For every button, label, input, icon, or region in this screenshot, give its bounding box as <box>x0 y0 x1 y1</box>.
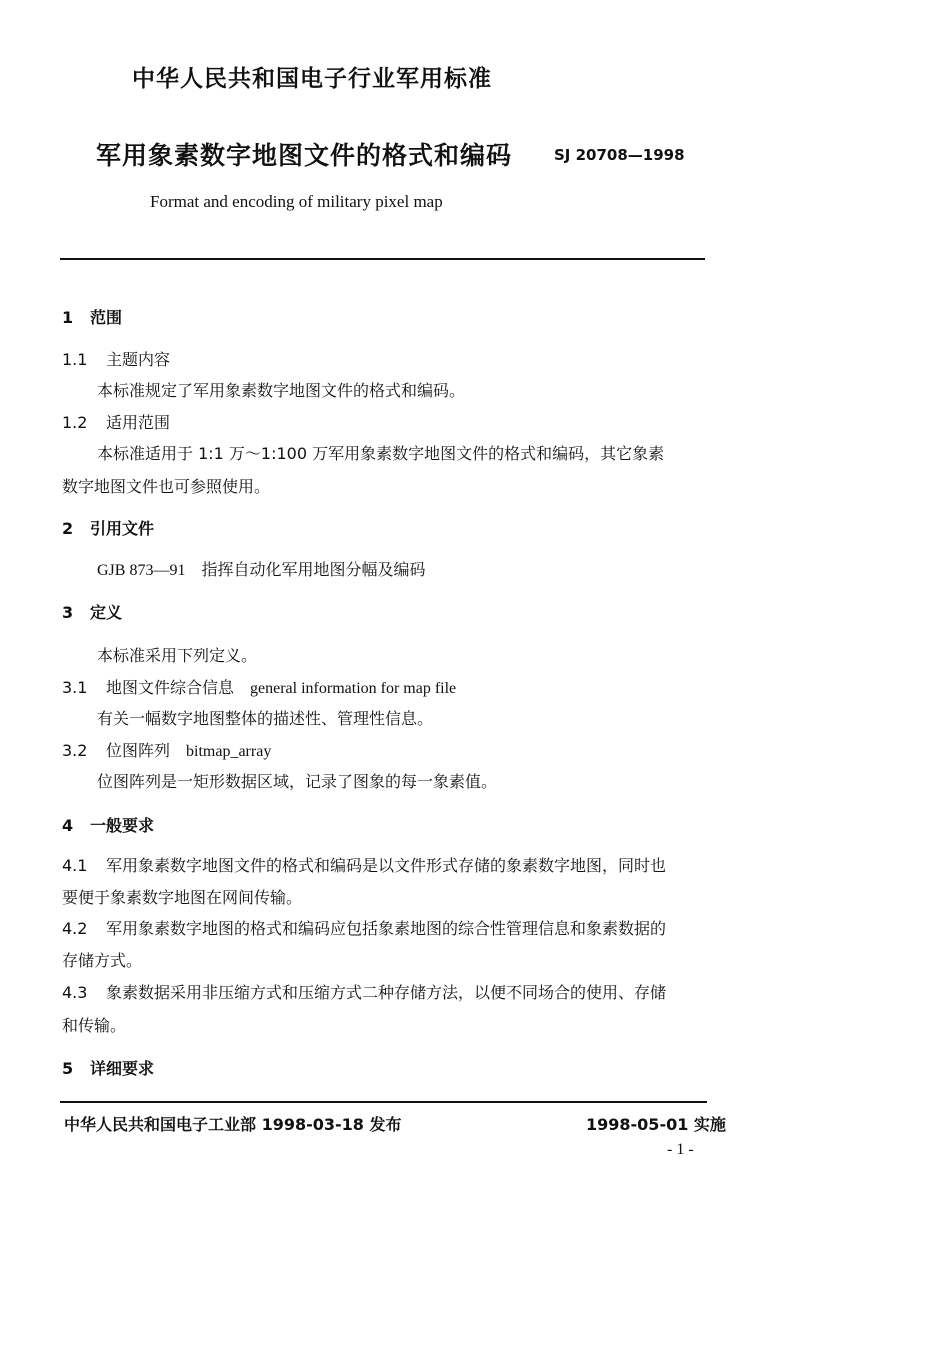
section-number: 4.1 <box>62 856 88 875</box>
section-1-2-heading <box>62 410 170 433</box>
section-3-heading <box>62 600 122 623</box>
section-number: 4 <box>62 816 74 835</box>
section-1-1-text: 本标准规定了军用象素数字地图文件的格式和编码。 <box>97 381 466 400</box>
section-title: 主题内容 <box>106 350 171 369</box>
english-title: Format and encoding of military pixel map <box>150 192 443 211</box>
section-title: 范围 <box>90 308 123 327</box>
section-number: 4.3 <box>62 983 88 1002</box>
section-4-3-line1 <box>62 980 666 1003</box>
section-4-3-line2: 和传输。 <box>62 1016 127 1035</box>
reference-code: GJB 873—91 <box>97 562 186 579</box>
header-divider <box>60 258 705 260</box>
section-number: 3.1 <box>62 678 88 697</box>
section-number: 4.2 <box>62 919 88 938</box>
section-title: 一般要求 <box>90 816 155 835</box>
section-4-1-line1 <box>62 853 666 876</box>
section-title: 引用文件 <box>90 519 155 538</box>
section-1-heading <box>62 305 122 328</box>
section-1-1-heading <box>62 347 170 370</box>
reference-title: 指挥自动化军用地图分幅及编码 <box>201 560 426 579</box>
section-number: 5 <box>62 1059 74 1078</box>
standard-code: SJ 20708—1998 <box>554 146 685 164</box>
section-number: 3 <box>62 603 74 622</box>
effective-date: 1998-05-01 实施 <box>586 1115 726 1134</box>
section-3-1-text: 有关一幅数字地图整体的描述性、管理性信息。 <box>97 709 434 728</box>
section-title: 定义 <box>90 603 123 622</box>
section-4-2-line1 <box>62 916 666 939</box>
section-3-1-heading <box>62 675 456 698</box>
section-1-2-text-line2: 数字地图文件也可参照使用。 <box>62 477 271 496</box>
issuing-body-header: 中华人民共和国电子行业军用标准 <box>132 66 492 92</box>
page-number: - 1 - <box>667 1141 694 1158</box>
section-number: 1.2 <box>62 413 88 432</box>
section-3-intro: 本标准采用下列定义。 <box>97 646 258 665</box>
paragraph-text: 象素数据采用非压缩方式和压缩方式二种存储方法，以便不同场合的使用、存储 <box>106 983 667 1002</box>
term-zh: 地图文件综合信息 <box>106 678 235 697</box>
term-en: bitmap_array <box>186 743 272 760</box>
section-4-heading <box>62 813 154 836</box>
paragraph-text: 军用象素数字地图文件的格式和编码是以文件形式存储的象素数字地图，同时也 <box>106 856 667 875</box>
reference-entry <box>97 557 425 580</box>
section-5-heading <box>62 1056 154 1079</box>
section-2-heading <box>62 516 154 539</box>
section-4-1-line2: 要便于象素数字地图在网间传输。 <box>62 888 303 907</box>
section-3-2-text: 位图阵列是一矩形数据区域，记录了图象的每一象素值。 <box>97 772 498 791</box>
footer-divider <box>60 1101 707 1103</box>
section-number: 3.2 <box>62 741 88 760</box>
section-number: 1.1 <box>62 350 88 369</box>
section-title: 详细要求 <box>90 1059 155 1078</box>
section-title: 适用范围 <box>106 413 171 432</box>
section-3-2-heading <box>62 738 271 761</box>
section-4-2-line2: 存储方式。 <box>62 951 143 970</box>
section-number: 2 <box>62 519 74 538</box>
document-title: 军用象素数字地图文件的格式和编码 <box>96 141 513 170</box>
term-en: general information for map file <box>250 680 457 697</box>
issue-date: 中华人民共和国电子工业部 1998-03-18 发布 <box>64 1115 402 1134</box>
paragraph-text: 军用象素数字地图的格式和编码应包括象素地图的综合性管理信息和象素数据的 <box>106 919 667 938</box>
term-zh: 位图阵列 <box>106 741 171 760</box>
section-number: 1 <box>62 308 74 327</box>
section-1-2-text-line1: 本标准适用于 1:1 万～1:100 万军用象素数字地图文件的格式和编码，其它象素 <box>97 444 665 463</box>
